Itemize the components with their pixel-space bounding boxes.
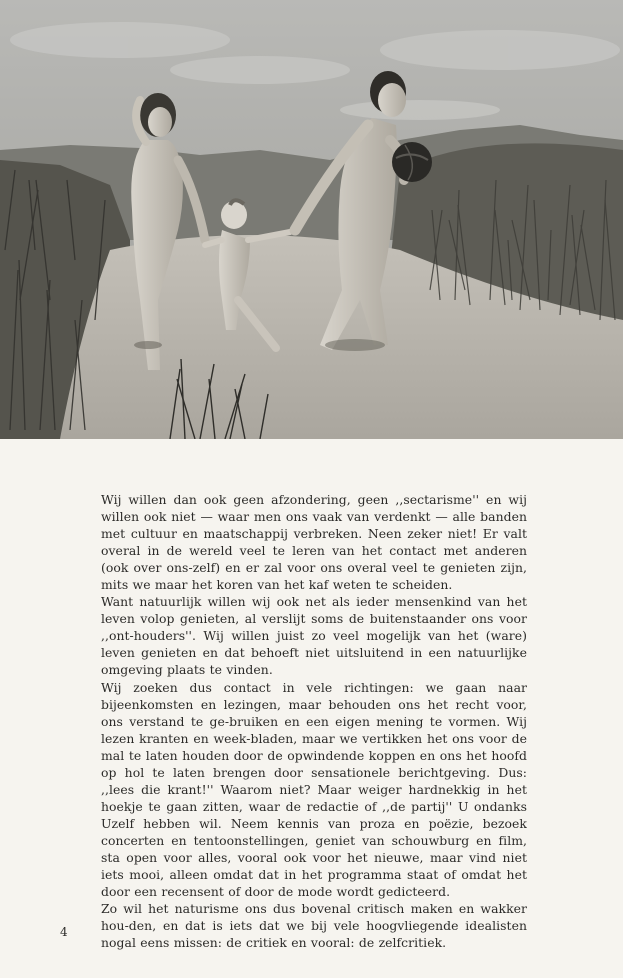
paragraph: Wij willen dan ook geen afzondering, geen ,,sectarisme'' en wij willen ook niet — waar men ons vaak van verdenkt — alle banden met cultuur en maatschappij verbreken. Neen zeker niet! Er valt overal in de wereld veel te leren van het contact met anderen (ook over ons-zelf) en er zal voor ons overal veel te genieten zijn, mits we maar het koren van het kaf weten te scheiden.	[101, 492, 527, 593]
page-number: 4	[60, 925, 68, 939]
paragraph: Zo wil het naturisme ons dus bovenal critisch maken en wakker hou-den, en dat is iets dat we bij vele hoogvliegende idealisten nogal eens missen: de critiek en vooral: de zelfcritiek.	[101, 901, 527, 951]
photograph	[0, 0, 623, 439]
article-body	[101, 491, 527, 951]
paragraph: Wij zoeken dus contact in vele richtingen: we gaan naar bijeenkomsten en lezingen, maar behouden ons het recht voor, ons verstand te ge-bruiken en een eigen mening te vormen. Wij lezen kranten en week-bladen, maar we vertikken het ons voor de mal te laten houden door de opwindende koppen en ons het hoofd op hol te laten brengen door sensationele berichtgeving. Dus: ,,lees die krant!'' Waarom niet? Maar weiger hardnekkig in het hoekje te gaan zitten, waar de redactie of ,,de partij'' U ondanks Uzelf hebben wil. Neem kennis van proza en poëzie, bezoek concerten en tentoonstellingen, geniet van schouwburg en film, sta open voor alles, vooral ook voor het nieuwe, maar vind niet iets mooi, alleen omdat dat in het programma staat of omdat het door een recensent of door de mode wordt gedicteerd.	[101, 679, 527, 900]
paragraph: Want natuurlijk willen wij ook net als ieder mensenkind van het leven volop genieten, al verslijt soms de buitenstaander ons voor ,,ont-houders''. Wij willen juist zo veel mogelijk van het (ware) leven genieten en dat behoeft niet uitsluitend in een natuurlijke omgeving plaats te vinden.	[101, 594, 527, 678]
